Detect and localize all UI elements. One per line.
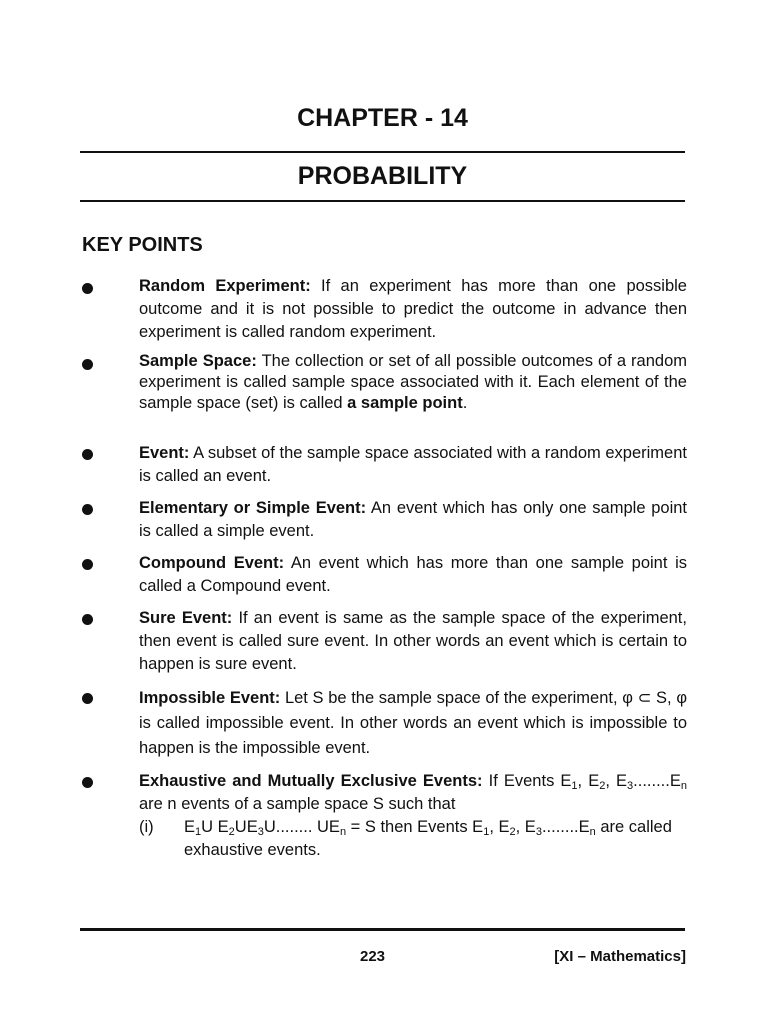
term-label: Random Experiment: (139, 277, 311, 295)
list-item-text (139, 275, 687, 344)
definition-text: A subset of the sample space associated with a random experiment is called an event. (139, 444, 687, 485)
list-item-exhaustive-events (82, 770, 687, 862)
bullet-icon (82, 504, 93, 515)
term-label: Exhaustive and Mutually Exclusive Events: (139, 772, 483, 790)
bullet-icon (82, 559, 93, 570)
list-item-sure-event (82, 607, 687, 676)
subscript: 3 (535, 826, 542, 838)
bullet-icon (82, 283, 93, 294)
subscript: n (589, 826, 596, 838)
term-label: Elementary or Simple Event: (139, 499, 367, 517)
list-item-text (139, 497, 687, 543)
list-item-text (139, 442, 687, 488)
term-label: Sample Space: (139, 352, 257, 370)
footer-divider (80, 928, 685, 931)
bullet-icon (82, 693, 93, 704)
list-item-impossible-event (82, 686, 687, 761)
formula-text: E (184, 818, 196, 836)
formula-text: U........ UE (263, 818, 340, 836)
list-item-compound-event (82, 552, 687, 598)
definition-text: The collection or set of all possible outcomes of a random experiment is called sample space associated with it. Each element of the sample space (set) is called (139, 352, 687, 412)
list-item-sample-space (82, 351, 687, 414)
definition-text: . (462, 394, 468, 412)
list-item-random-experiment (82, 275, 687, 344)
subscript: 1 (483, 826, 490, 838)
subscript: 1 (571, 780, 578, 792)
subscript: n (680, 780, 687, 792)
definition-text: , E (577, 772, 600, 790)
definition-text: If Events E (482, 772, 572, 790)
subscript: 3 (627, 780, 634, 792)
formula-text: , E (515, 818, 536, 836)
term-label: Impossible Event: (139, 689, 281, 707)
subscript: 2 (599, 780, 606, 792)
chapter-heading: CHAPTER - 14 (297, 104, 468, 132)
formula-text: = S then Events E (346, 818, 484, 836)
sub-item-i (139, 816, 687, 862)
sub-item-text (184, 816, 687, 862)
formula-text: , E (489, 818, 510, 836)
page-number: 223 (360, 948, 386, 965)
definition-text: An event which has only one sample point is called a simple event. (139, 499, 687, 540)
heading-divider-bottom (80, 200, 685, 202)
definition-text: Let S be the sample space of the experiment, (280, 689, 623, 707)
term-label: Compound Event: (139, 554, 285, 572)
subscript: 2 (228, 826, 235, 838)
definition-text: , E (605, 772, 628, 790)
sub-item-label: (i) (139, 818, 154, 836)
definition-text: ........E (633, 772, 681, 790)
definition-text: If an experiment has more than one possible outcome and it is not possible to predict the outcome in advance then experiment is called random experiment. (139, 277, 687, 341)
formula-text: U E (201, 818, 229, 836)
term-label: Sure Event: (139, 609, 233, 627)
list-item-text (139, 770, 687, 816)
term-label: Event: (139, 444, 190, 462)
formula-text: ........E (541, 818, 590, 836)
list-item-text (139, 351, 687, 414)
list-item-elementary-event (82, 497, 687, 543)
list-item-event (82, 442, 687, 488)
definition-text: are n events of a sample space S such that (139, 795, 456, 813)
subscript: 2 (509, 826, 516, 838)
definition-text: If an event is same as the sample space of the experiment, then event is called sure event. In other words an event which is certain to happen is sure event. (139, 609, 687, 673)
bullet-icon (82, 777, 93, 788)
term-label: a sample point (347, 394, 463, 412)
section-title: KEY POINTS (82, 234, 203, 256)
bullet-icon (82, 614, 93, 625)
formula-text: are called exhaustive events. (184, 818, 672, 859)
phi-subset-symbol: φ ⊂ S, (622, 689, 677, 707)
heading-divider-top (80, 151, 685, 153)
page-title: PROBABILITY (297, 162, 468, 190)
subscript: 3 (257, 826, 264, 838)
formula-text: UE (234, 818, 258, 836)
definition-text: φ is called impossible event. In other words an event which is impossible to happen is the impossible event. (139, 689, 688, 757)
bullet-icon (82, 449, 93, 460)
subscript: n (339, 826, 347, 838)
book-title: [XI – Mathematics] (554, 948, 686, 965)
list-item-text (139, 552, 687, 598)
bullet-icon (82, 359, 93, 370)
definition-text: An event which has more than one sample point is called a Compound event. (139, 554, 687, 595)
list-item-text (139, 607, 687, 676)
list-item-text (139, 686, 687, 761)
subscript: 1 (195, 826, 202, 838)
